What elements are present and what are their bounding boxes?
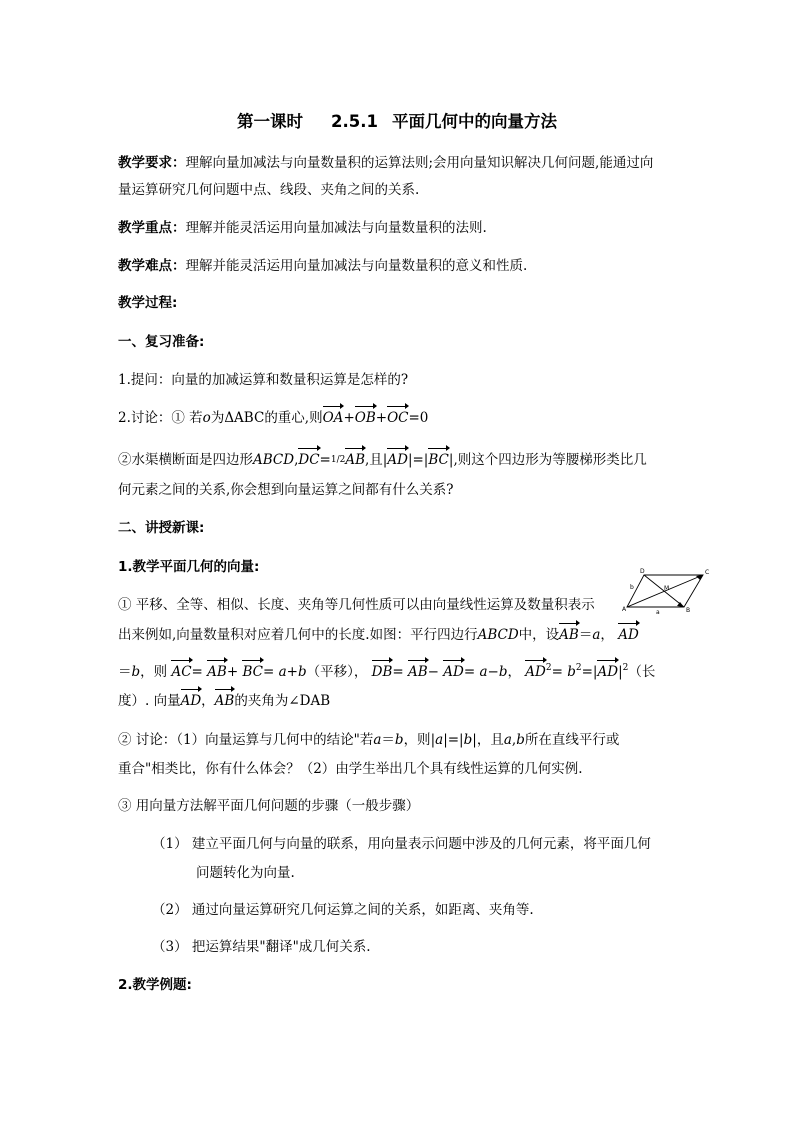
question-2: 2.讨论：① 若o为ΔABC的重心,则OA+OB+OC=0 <box>118 410 429 426</box>
vector-dc: DC <box>298 452 320 468</box>
para2-line2: 重合"相类比，你有什么体会？（2）由学生举出几个具有线性运算的几何实例. <box>118 761 583 777</box>
process-heading: 教学过程: <box>118 295 178 311</box>
requirements-line1 <box>118 154 653 172</box>
label-c-point: C <box>705 569 710 576</box>
vector-ad: AD <box>387 452 408 468</box>
vector-bc: BC <box>428 452 449 468</box>
difficulties-text: 理解并能灵活运用向量加减法与向量数量积的意义和性质. <box>185 258 528 274</box>
para1-line3: ＝b，则 AC= AB+ BC= a+b（平移）， DB= AB− AD= a−b， $AD^2= b^2=|AD|^2$（长 <box>118 663 656 680</box>
label-a-point: A <box>622 606 627 613</box>
label-d-point: D <box>640 568 645 575</box>
para1-line2: 出来例如,向量数量积对应着几何中的长度.如图：平行四边行ABCD中，设AB＝a， AD <box>118 627 639 643</box>
title-text: 平面几何中的向量方法 <box>391 112 557 131</box>
requirements-text1: 理解向量加减法与向量数量积的运算法则;会用向量知识解决几何问题,能通过向 <box>185 155 654 171</box>
para1-line1: ① 平移、全等、相似、长度、夹角等几何性质可以由向量线性运算及数量积表示 <box>118 597 595 613</box>
step3: （3） 把运算结果"翻译"成几何关系. <box>152 939 371 955</box>
step1-line1: （1） 建立平面几何与向量的联系，用向量表示问题中涉及的几何元素，将平面几何 <box>152 836 651 852</box>
title-number: 2.5.1 <box>331 112 378 131</box>
requirements-label: 教学要求： <box>118 155 186 171</box>
difficulties-label: 教学难点： <box>118 258 186 274</box>
title-prefix: 第一课时 <box>237 112 303 131</box>
requirements-line2 <box>118 181 419 199</box>
difficulties <box>118 257 527 275</box>
label-m-point: M <box>664 585 670 592</box>
para2-line1: ② 讨论：（1）向量运算与几何中的结论"若a＝b，则|a|=|b|，且a,b所在直线平行或 <box>118 732 620 748</box>
sub-heading-2: 2.教学例题: <box>118 977 192 993</box>
parallelogram-figure <box>620 565 712 615</box>
triangle-abc: ΔABC <box>224 410 265 426</box>
key-points <box>118 219 487 237</box>
label-vector-a: a <box>656 609 660 615</box>
vector-oa: OA <box>322 410 344 426</box>
question-3-line1: ②水渠横断面是四边形ABCD,DC=1/2AB,且|AD|=|BC|,则这个四边形为等腰梯形类比几 <box>118 452 647 468</box>
para3: ③ 用向量方法解平面几何问题的步骤（一般步骤） <box>118 798 420 814</box>
label-b-point: B <box>686 607 691 614</box>
vector-ab: AB <box>345 452 365 468</box>
para1-line4: 度）. 向量AD，AB的夹角为∠DAB <box>118 693 331 709</box>
key-points-text: 理解并能灵活运用向量加减法与向量数量积的法则. <box>185 220 487 236</box>
page-title <box>0 108 794 132</box>
step2: （2） 通过向量运算研究几何运算之间的关系，如距离、夹角等. <box>152 902 534 918</box>
question-3-line2: 何元素之间的关系,你会想到向量运算之间都有什么关系? <box>118 482 454 498</box>
requirements-text2: 量运算研究几何问题中点、线段、夹角之间的关系. <box>118 182 420 198</box>
key-points-label: 教学重点： <box>118 220 186 236</box>
section2-heading: 二、讲授新课: <box>118 520 205 536</box>
section1-heading: 一、复习准备: <box>118 334 205 350</box>
question-1: 1.提问：向量的加减运算和数量积运算是怎样的? <box>118 372 409 388</box>
step1-line2: 问题转化为向量. <box>196 865 295 881</box>
vector-oc: OC <box>387 410 409 426</box>
sub-heading-1: 1.教学平面几何的向量: <box>118 559 260 575</box>
label-vector-b: b <box>630 584 634 591</box>
vector-ob: OB <box>354 410 376 426</box>
